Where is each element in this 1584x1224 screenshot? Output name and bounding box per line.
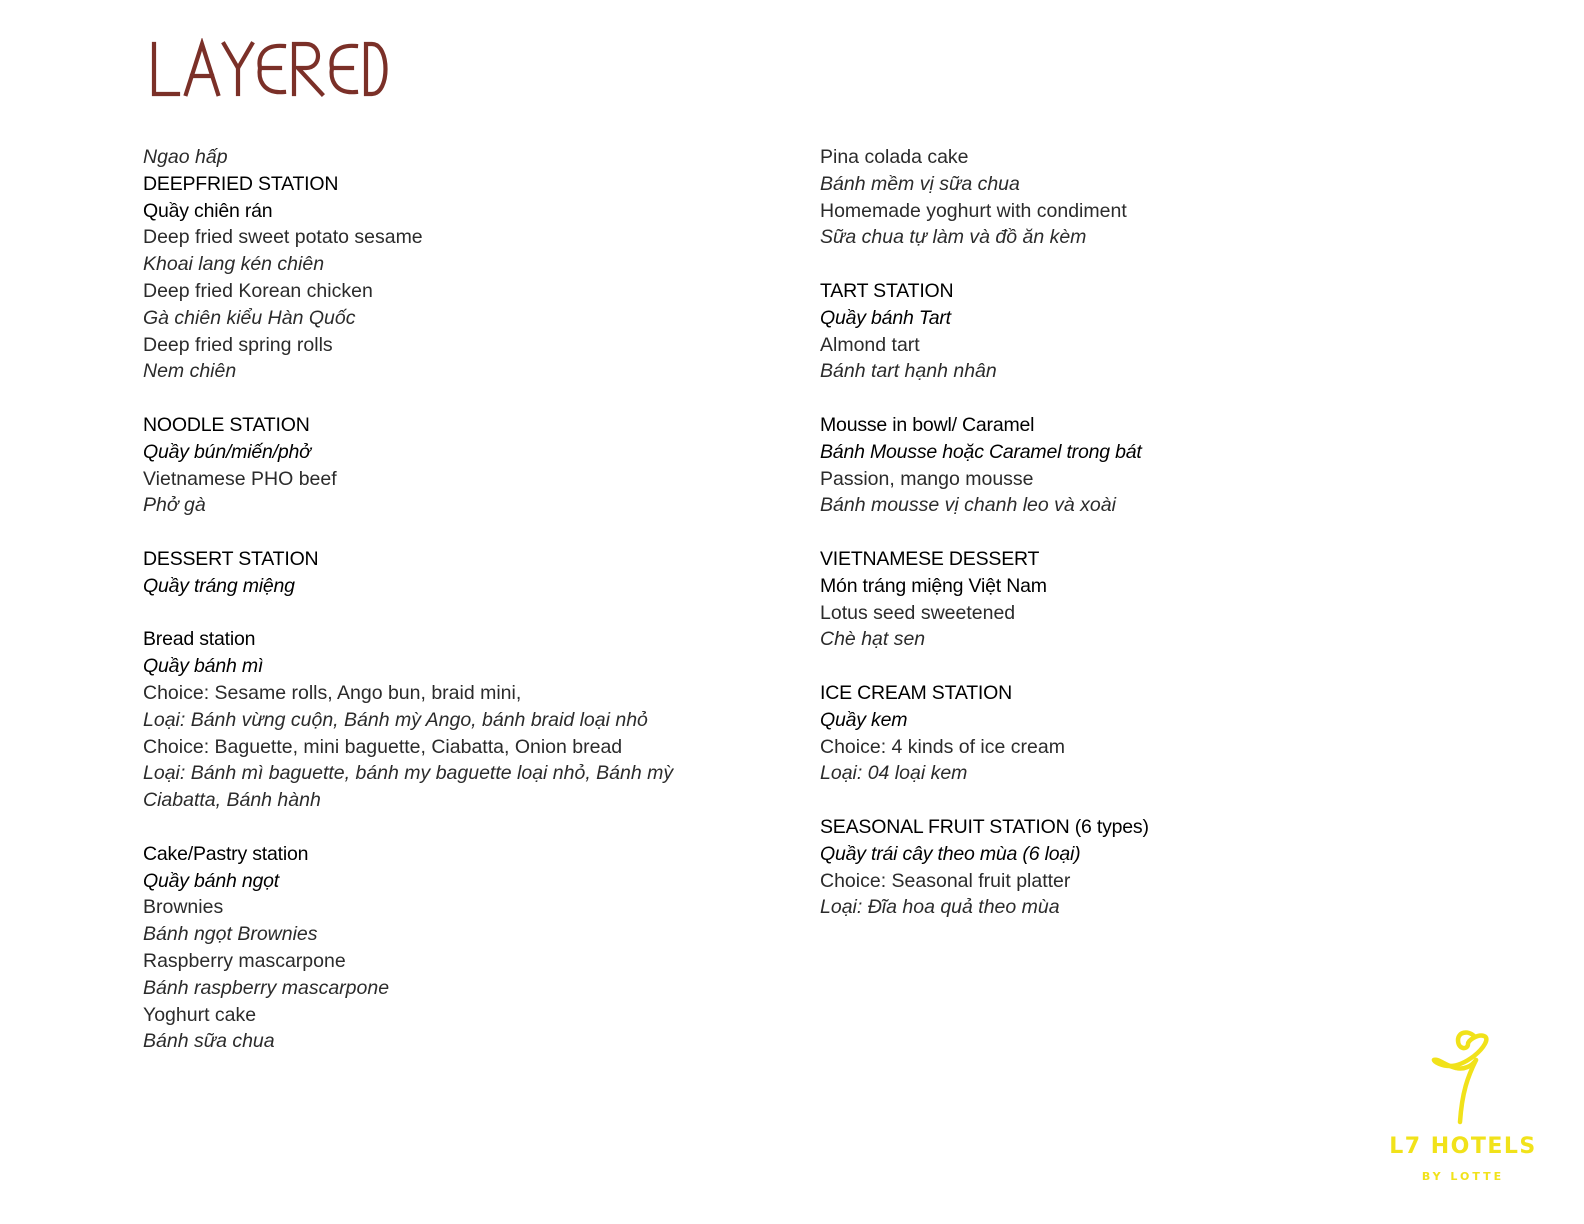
l7-hotels-wordmark: L7 HOTELS (1389, 1134, 1537, 1159)
l7-script-icon (1428, 1026, 1498, 1126)
item-vi: Bánh sữa chua (143, 1030, 275, 1053)
section-subtitle: Quầy kem (820, 708, 908, 731)
item-vi: Loại: Bánh mì baguette, bánh my baguette loại nhỏ, Bánh mỳ Ciabatta, Bánh hành (143, 762, 674, 812)
section-mousse (820, 412, 1440, 519)
section-title: DESSERT STATION (143, 547, 319, 570)
item-vi: Loại: Đĩa hoa quả theo mùa (820, 896, 1060, 919)
section-subtitle: Quầy tráng miệng (143, 574, 295, 597)
section-deepfried (143, 144, 763, 385)
item-vi: Loại: 04 loại kem (820, 762, 968, 785)
item-en: Choice: Sesame rolls, Ango bun, braid mini, (143, 681, 522, 704)
section-title: Bread station (143, 628, 256, 651)
item-vi: Bánh ngọt Brownies (143, 923, 318, 946)
l7-hotels-logo (1388, 1026, 1538, 1196)
section-ice-cream (820, 680, 1440, 787)
section-subtitle: Quầy trái cây theo mùa (6 loại) (820, 842, 1081, 865)
item-vi: Gà chiên kiểu Hàn Quốc (143, 306, 356, 329)
item-en: Vietnamese PHO beef (143, 467, 337, 490)
item-en: Deep fried Korean chicken (143, 279, 373, 302)
section-subtitle: Quầy bún/miến/phở (143, 440, 311, 463)
item-vi: Bánh mềm vị sữa chua (820, 172, 1020, 195)
item-en: Homemade yoghurt with condiment (820, 199, 1127, 222)
item-en: Almond tart (820, 333, 920, 356)
section-title: NOODLE STATION (143, 413, 310, 436)
section-seasonal-fruit (820, 814, 1440, 921)
section-title: VIETNAMESE DESSERT (820, 547, 1040, 570)
item-en: Deep fried sweet potato sesame (143, 226, 423, 249)
section-cake (143, 841, 763, 1055)
section-title: TART STATION (820, 279, 954, 302)
item-vi: Sữa chua tự làm và đồ ăn kèm (820, 226, 1087, 249)
by-lotte-text: BY LOTTE (1421, 1170, 1505, 1183)
section-title: SEASONAL FRUIT STATION (6 types) (820, 815, 1149, 838)
item-en: Lotus seed sweetened (820, 601, 1016, 624)
item-vi: Bánh mousse vị chanh leo và xoài (820, 494, 1116, 517)
item-vi: Loại: Bánh vừng cuộn, Bánh mỳ Ango, bánh braid loại nhỏ (143, 708, 648, 731)
item-en: Raspberry mascarpone (143, 949, 346, 972)
section-subtitle: Bánh Mousse hoặc Caramel trong bát (820, 440, 1142, 463)
section-subtitle: Quầy bánh mì (143, 655, 264, 678)
section-cake-continued (820, 144, 1440, 251)
section-title: Cake/Pastry station (143, 842, 309, 865)
section-title: DEEPFRIED STATION (143, 172, 339, 195)
section-tart (820, 278, 1440, 385)
item-vi: Khoai lang kén chiên (143, 253, 325, 276)
menu-left-column (143, 144, 763, 1055)
section-subtitle: Món tráng miệng Việt Nam (820, 574, 1047, 597)
item-vi: Nem chiên (143, 360, 237, 383)
section-title: ICE CREAM STATION (820, 681, 1012, 704)
item-vi: Bánh tart hạnh nhân (820, 360, 997, 383)
layered-logo (150, 38, 390, 104)
section-dessert (143, 546, 763, 600)
section-noodle (143, 412, 763, 519)
item-en: Choice: Seasonal fruit platter (820, 869, 1071, 892)
item-vi: Ngao hấp (143, 146, 228, 168)
section-subtitle: Quầy bánh Tart (820, 306, 951, 329)
item-en: Choice: Baguette, mini baguette, Ciabatta, Onion bread (143, 735, 623, 758)
section-subtitle: Quầy bánh ngọt (143, 869, 279, 892)
section-title: Mousse in bowl/ Caramel (820, 413, 1035, 436)
item-en: Choice: 4 kinds of ice cream (820, 735, 1065, 758)
menu-right-column (820, 144, 1440, 921)
section-vietnamese-dessert (820, 546, 1440, 653)
section-subtitle: Quầy chiên rán (143, 199, 273, 222)
item-en: Deep fried spring rolls (143, 333, 333, 356)
section-bread (143, 626, 763, 814)
item-vi: Chè hạt sen (820, 628, 926, 651)
item-vi: Bánh raspberry mascarpone (143, 976, 390, 999)
item-en: Passion, mango mousse (820, 467, 1034, 490)
item-en: Pina colada cake (820, 146, 969, 168)
item-vi: Phở gà (143, 494, 206, 517)
item-en: Yoghurt cake (143, 1003, 257, 1026)
item-en: Brownies (143, 896, 224, 919)
